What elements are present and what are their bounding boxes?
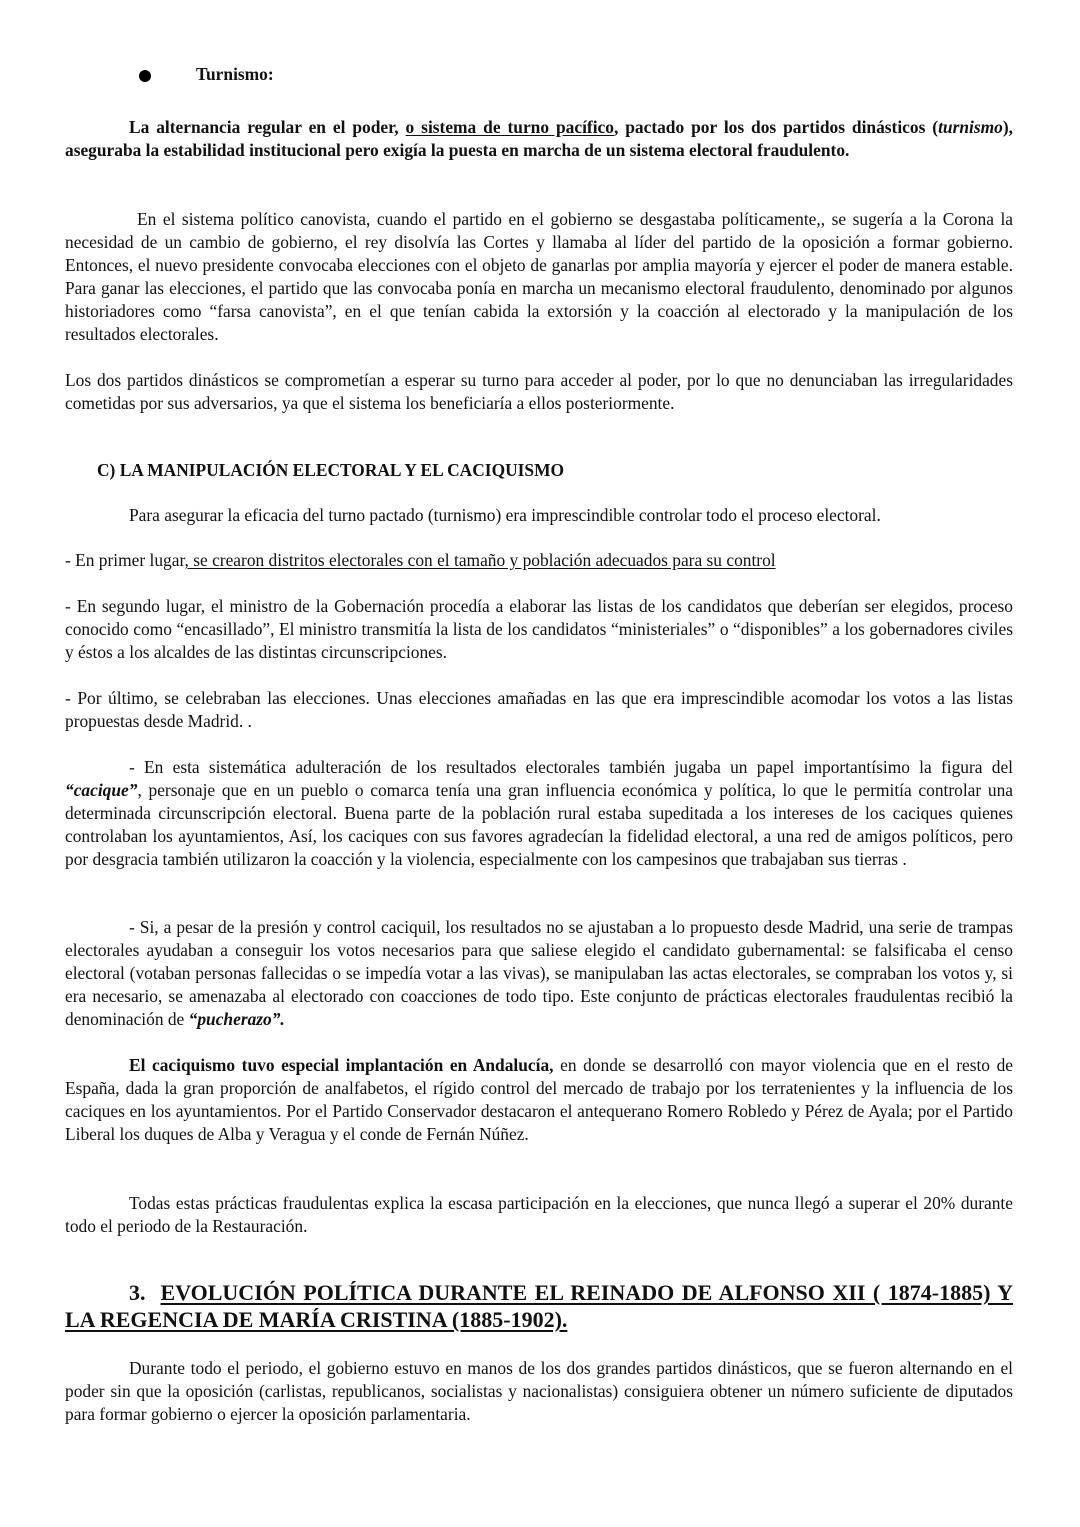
andalucia-text: en donde se desarrolló con mayor violencia que en el resto de España, dada la gran proporción de analfabetos, el rígido control del mercado de trabajo por los terratenientes y la influencia de los caciques en los ayuntamientos. Por el Partido Conservador destacaron el antequerano Romero Robledo y Pérez de Ayala; por el Partido Liberal los duques de Alba y Veragua y el conde de Fernán Núñez. xyxy=(65,1055,1013,1144)
item-1-prefix: - En primer lugar xyxy=(65,550,185,570)
turnismo-heading: Turnismo: xyxy=(196,64,274,84)
pucherazo-text: - Si, a pesar de la presión y control caciquil, los resultados no se ajustaban a lo propuesto desde Madrid, una serie de trampas electorales ayudaban a conseguir los votos necesarios para que saliese elegido el candidato gubernamental: se falsificaba el censo electoral (votaban personas fallecidas o se impedía votar a las vivas), se manipulaban las actas electorales, se compraban los votos y, si era necesario, se amenazaba al electorado con coacciones de todo tipo. Este conjunto de prácticas electorales fraudulentas recibió la denominación de xyxy=(65,917,1013,1029)
turnismo-intro-b: , pactado por los dos partidos dinásticos ( xyxy=(613,117,939,137)
andalucia-bold: El caciquismo tuvo especial implantación en Andalucía, xyxy=(129,1055,554,1075)
cacique-text-b: , personaje que en un pueblo o comarca tenía una gran influencia económica y política, lo que le permitía controlar una determinada circunscripción electoral. Buena parte de la población rural estaba supeditada a los intereses de los caciques quienes controlaban los ayuntamientos, Así, los caciques con sus favores agradecían la fidelidad electoral, a una red de amigos políticos, pero por desgracia también utilizaron la coacción y la violencia, especialmente con los campesinos que trabajaban sus tierras . xyxy=(65,780,1013,869)
section-3-number: 3. xyxy=(129,1280,146,1305)
section-3-paragraph: Durante todo el periodo, el gobierno estuvo en manos de los dos grandes partidos dinásticos, que se fueron alternando en el poder sin que la oposición (carlistas, republicanos, socialistas y nacionalistas) consiguiera obtener un número suficiente de diputados para formar gobierno o ejercer la oposición parlamentaria. xyxy=(65,1358,1013,1424)
section-c-item-1 xyxy=(65,549,1013,572)
pucherazo-paragraph xyxy=(65,916,1013,1031)
section-c-heading: C) LA MANIPULACIÓN ELECTORAL Y EL CACIQUISMO xyxy=(97,460,565,480)
cacique-term: “cacique” xyxy=(65,780,138,800)
turnismo-paragraph-1: En el sistema político canovista, cuando el partido en el gobierno se desgastaba políticamente,, se sugería a la Corona la necesidad de un cambio de gobierno, el rey disolvía las Cortes y llamaba al líder del partido de la oposición a formar gobierno. Entonces, el nuevo presidente convocaba elecciones con el objeto de ganarlas por amplia mayoría y ejercer el poder de manera estable. Para ganar las elecciones, el partido que las convocaba ponía en marcha un mecanismo electoral fraudulento, denominado por algunos historiadores como “farsa canovista”, en el que tenían cabida la extorsión y la coacción al electorado y la manipulación de los resultados electorales. xyxy=(65,209,1013,344)
item-1-underlined: , se crearon distritos electorales con el tamaño y población adecuados para su control xyxy=(184,550,776,570)
section-c-item-3: - Por último, se celebraban las elecciones. Unas elecciones amañadas en las que era imprescindible acomodar los votos a las listas propuestas desde Madrid. . xyxy=(65,688,1013,731)
bullet-icon xyxy=(139,70,151,82)
section-c-item-2: - En segundo lugar, el ministro de la Gobernación procedía a elaborar las listas de los candidatos que deberían ser elegidos, proceso conocido como “encasillado”, El ministro transmitía la lista de los candidatos “ministeriales” o “disponibles” a los gobernadores civiles y éstos a los alcaldes de las distintas circunscripciones. xyxy=(65,596,1013,662)
section-3-heading xyxy=(65,1279,1013,1333)
participacion-paragraph: Todas estas prácticas fraudulentas explica la escasa participación en la elecciones, que nunca llegó a superar el 20% durante todo el periodo de la Restauración. xyxy=(65,1193,1013,1236)
section-3-title: EVOLUCIÓN POLÍTICA DURANTE EL REINADO DE ALFONSO XII ( 1874-1885) Y LA REGENCIA DE MARÍA CRISTINA (1885-1902). xyxy=(65,1280,1013,1332)
turnismo-intro xyxy=(65,116,1013,162)
turnismo-intro-c: ), aseguraba la estabilidad institucional pero exigía la puesta en marcha de un sistema electoral fraudulento. xyxy=(65,117,1013,160)
turnismo-paragraph-2: Los dos partidos dinásticos se comprometían a esperar su turno para acceder al poder, por lo que no denunciaban las irregularidades cometidas por sus adversarios, ya que el sistema los beneficiaría a ellos posteriormente. xyxy=(65,370,1013,413)
turnismo-intro-link: o sistema de turno pacífico xyxy=(405,117,614,137)
turnismo-intro-italic: turnismo xyxy=(938,117,1003,137)
section-c-intro: Para asegurar la eficacia del turno pactado (turnismo) era imprescindible controlar todo el proceso electoral. xyxy=(129,505,881,525)
cacique-text-a: - En esta sistemática adulteración de los resultados electorales también jugaba un papel importantísimo la figura del xyxy=(129,757,1013,777)
andalucia-paragraph xyxy=(65,1054,1013,1146)
cacique-paragraph xyxy=(65,756,1013,871)
pucherazo-term: “pucherazo”. xyxy=(188,1009,285,1029)
turnismo-intro-a: La alternancia regular en el poder, xyxy=(129,117,406,137)
